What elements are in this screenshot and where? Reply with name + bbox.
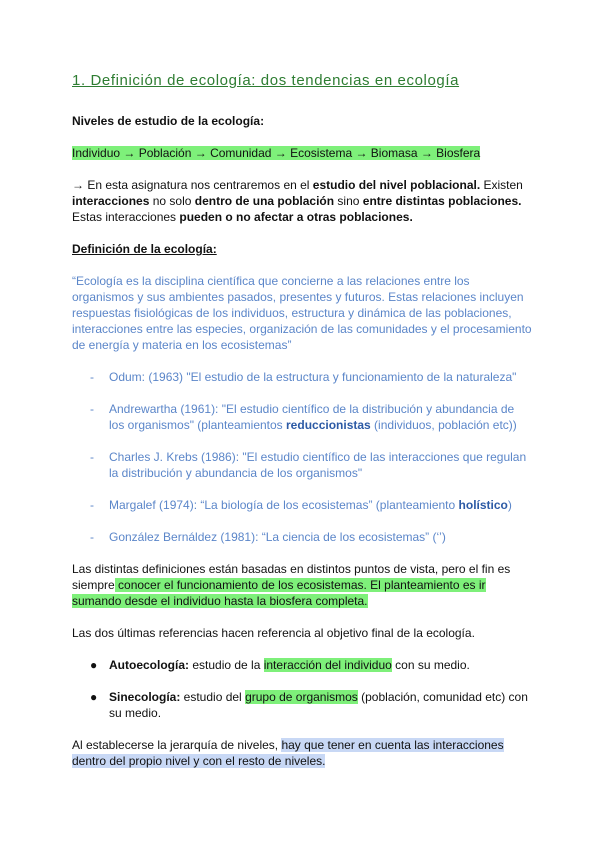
dash-marker: - bbox=[90, 498, 94, 512]
bullet-highlight: grupo de organismos bbox=[245, 690, 358, 704]
p1-bold-f: dentro de una población bbox=[194, 194, 335, 208]
paragraph-referencias: Las dos últimas referencias hacen referencia al objetivo final de la ecología. bbox=[72, 626, 475, 640]
bullet-text-a: estudio de la bbox=[189, 658, 264, 672]
definition-text-c: (individuos, población etc)) bbox=[370, 418, 517, 432]
p1-text-a: → En esta asignatura nos centraremos en el bbox=[72, 178, 313, 192]
definition-text-bold: reduccionistas bbox=[286, 418, 371, 432]
definition-text bbox=[109, 401, 530, 433]
bullet-highlight: interacción del individuo bbox=[263, 658, 392, 672]
p1-bold-b: estudio del nivel poblacional. bbox=[312, 178, 481, 192]
p1-bold-h: entre distintas poblaciones. bbox=[362, 194, 522, 208]
definition-text-a: Andrewartha (1961): "El estudio científico de la distribución y abundancia de los organismos" (planteamientos bbox=[109, 402, 515, 432]
definition-text bbox=[109, 369, 530, 385]
p1-text-g: sino bbox=[334, 194, 363, 208]
bullet-item bbox=[90, 689, 530, 721]
definition-text bbox=[109, 497, 530, 513]
definition-item bbox=[90, 449, 530, 481]
bullet-marker: ● bbox=[90, 690, 98, 704]
definition-text-a: González Bernáldez (1981): “La ciencia de los ecosistemas” (‘’) bbox=[109, 530, 446, 544]
p1-text-c: Existen bbox=[480, 178, 523, 192]
paragraph-definiciones bbox=[72, 561, 532, 609]
bullet-marker: ● bbox=[90, 658, 98, 672]
p1-bold-j: pueden o no afectar a otras poblaciones. bbox=[179, 210, 413, 224]
definition-text-a: Odum: (1963) "El estudio de la estructura y funcionamiento de la naturaleza" bbox=[109, 370, 517, 384]
bullet-text bbox=[109, 689, 530, 721]
bullet-text-a: estudio del bbox=[180, 690, 246, 704]
bullet-item bbox=[90, 657, 530, 673]
niveles-heading: Niveles de estudio de la ecología: bbox=[72, 114, 265, 128]
niveles-chain bbox=[72, 145, 532, 161]
paragraph-jerarquia bbox=[72, 737, 532, 769]
definition-text bbox=[109, 529, 530, 545]
p4-text-a: Al establecerse la jerarquía de niveles, bbox=[72, 738, 282, 752]
paragraph-poblacional bbox=[72, 177, 532, 225]
p1-text-i: Estas interacciones bbox=[72, 210, 180, 224]
definition-item bbox=[90, 497, 530, 513]
bullet-text-c: (población, comunidad etc) con su medio. bbox=[109, 690, 528, 720]
definicion-heading: Definición de la ecología: bbox=[72, 242, 217, 256]
p1-text-e: no solo bbox=[149, 194, 195, 208]
definition-text-c: ) bbox=[507, 498, 512, 512]
dash-marker: - bbox=[90, 370, 94, 384]
dash-marker: - bbox=[90, 530, 94, 544]
niveles-chain-text: Individuo → Población → Comunidad → Ecosistema → Biomasa → Biosfera bbox=[72, 146, 481, 160]
definition-text-bold: holístico bbox=[458, 498, 508, 512]
bullet-term: Autoecología: bbox=[109, 658, 189, 672]
definition-item bbox=[90, 369, 530, 385]
bullet-term: Sinecología: bbox=[109, 690, 181, 704]
definition-item bbox=[90, 401, 530, 433]
p4-highlight: hay que tener en cuenta las interacciones dentro del propio nivel y con el resto de niveles. bbox=[72, 738, 504, 768]
dash-marker: - bbox=[90, 402, 94, 416]
page-title: 1. Definición de ecología: dos tendencias en ecología bbox=[72, 72, 460, 89]
definition-text-a: Margalef (1974): “La biología de los ecosistemas” (planteamiento bbox=[109, 498, 459, 512]
bullet-text-c: con su medio. bbox=[391, 658, 470, 672]
definition-text-a: Charles J. Krebs (1986): "El estudio científico de las interacciones que regulan la distribución y abundancia de los organismos" bbox=[109, 450, 527, 480]
definition-item bbox=[90, 529, 530, 545]
p2-highlight: conocer el funcionamiento de los ecosistemas. El planteamiento es ir sumando desde el individuo hasta la biosfera completa. bbox=[72, 578, 486, 608]
definition-text bbox=[109, 449, 530, 481]
ecology-quote: “Ecología es la disciplina científica que concierne a las relaciones entre los organismos y sus ambientes pasados, presentes y futuros. Estas relaciones incluyen respuestas fisiológicas de los individuos, estructura y dinámica de las poblaciones, interacciones entre las especies, organización de las comunidades y el procesamiento de energía y materia en los ecosistemas” bbox=[72, 274, 532, 352]
bullet-text bbox=[109, 657, 530, 673]
p2-text-a: Las distintas definiciones están basadas en distintos puntos de vista, pero el fin es siempre bbox=[72, 562, 511, 592]
dash-marker: - bbox=[90, 450, 94, 464]
p1-bold-d: interacciones bbox=[72, 194, 150, 208]
